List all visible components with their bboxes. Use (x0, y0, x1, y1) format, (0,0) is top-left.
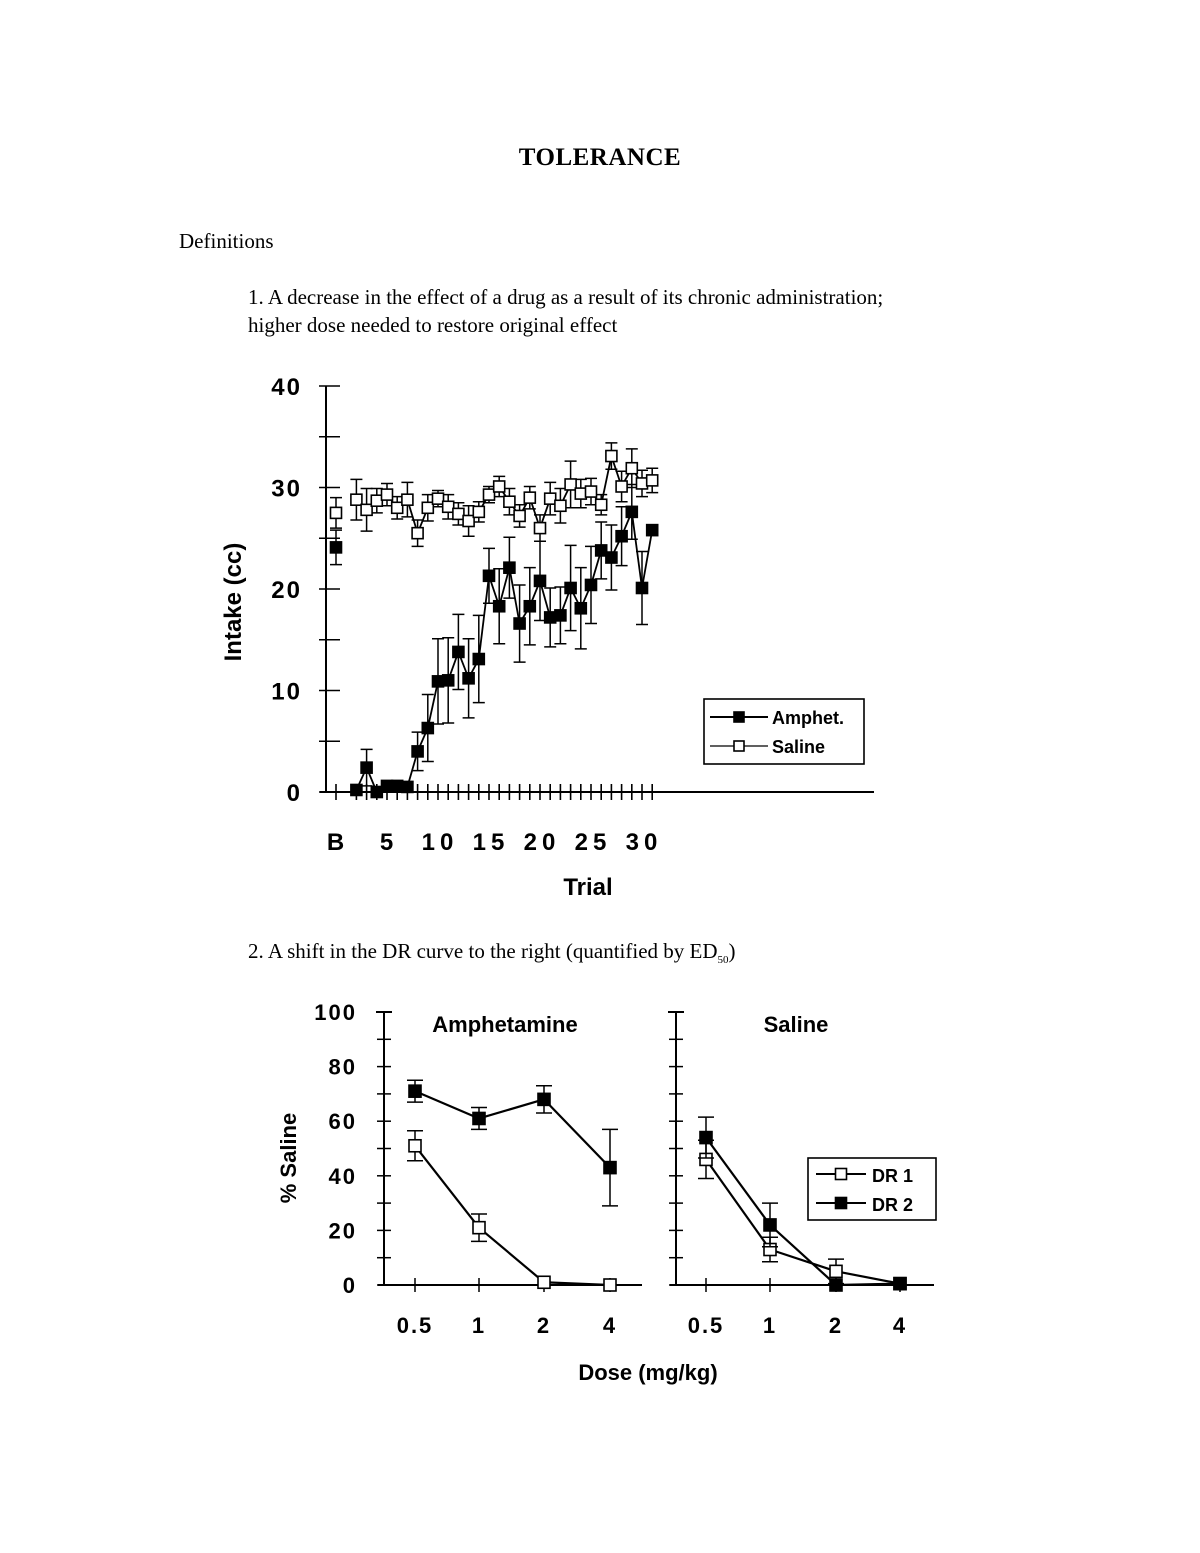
data-point (626, 506, 637, 517)
series-line-segment (544, 1099, 610, 1167)
panel-title: Amphetamine (432, 1012, 578, 1037)
data-point (604, 1279, 616, 1291)
data-point (392, 502, 403, 513)
data-point (575, 603, 586, 614)
y-tick-label: 40 (328, 1163, 357, 1189)
data-point (700, 1132, 712, 1144)
data-point (392, 780, 403, 791)
data-point (473, 654, 484, 665)
data-point (514, 618, 525, 629)
data-point (538, 1276, 550, 1288)
x-tick-label: 1 (471, 1313, 487, 1338)
series-line-segment (415, 1091, 479, 1118)
y-tick-label: 30 (271, 475, 302, 503)
data-point (565, 479, 576, 490)
data-point (484, 489, 495, 500)
data-point (545, 612, 556, 623)
data-point (409, 1140, 421, 1152)
data-point (422, 502, 433, 513)
data-point (555, 500, 566, 511)
data-point (606, 552, 617, 563)
data-point (433, 676, 444, 687)
y-tick-label: 100 (314, 1000, 357, 1025)
data-point (586, 579, 597, 590)
data-point (382, 780, 393, 791)
data-point (830, 1279, 842, 1291)
data-point (535, 575, 546, 586)
series-line-segment (836, 1284, 900, 1285)
x-tick-label: 0.5 (396, 1313, 434, 1338)
series-line-segment (706, 1138, 770, 1225)
series-line-segment (642, 530, 652, 588)
data-point (473, 1222, 485, 1234)
x-tick-label: B (326, 829, 350, 856)
data-point (351, 494, 362, 505)
data-point (586, 486, 597, 497)
series-line-segment (479, 1099, 544, 1118)
data-point (409, 1085, 421, 1097)
legend-label: DR 2 (872, 1195, 914, 1215)
data-point (647, 475, 658, 486)
series-line-segment (428, 681, 438, 728)
data-point (596, 545, 607, 556)
legend-marker (836, 1169, 847, 1180)
data-point (453, 646, 464, 657)
data-point (494, 481, 505, 492)
y-tick-label: 80 (328, 1054, 357, 1080)
definition-2 (248, 937, 1048, 974)
y-tick-label: 40 (271, 374, 302, 401)
section-heading: Definitions (179, 229, 274, 253)
x-tick-label: 4 (602, 1313, 618, 1338)
y-tick-label: 60 (328, 1109, 357, 1135)
data-point (616, 531, 627, 542)
data-point (371, 495, 382, 506)
data-point (484, 570, 495, 581)
data-point (565, 582, 576, 593)
definition-1-line-1: 1. A decrease in the effect of a drug as a result of its chronic administration; (248, 285, 884, 309)
trial-intake-chart (0, 360, 1200, 920)
data-point (402, 781, 413, 792)
data-point (575, 488, 586, 499)
legend-label: DR 1 (872, 1166, 914, 1186)
data-point (351, 784, 362, 795)
data-point (538, 1093, 550, 1105)
data-point (626, 463, 637, 474)
legend-label: Saline (772, 737, 826, 757)
y-tick-label: 0 (286, 780, 302, 807)
y-axis-label: % Saline (276, 1112, 301, 1204)
data-point (494, 601, 505, 612)
data-point (616, 481, 627, 492)
data-point (361, 504, 372, 515)
data-point (382, 489, 393, 500)
data-point (371, 787, 382, 798)
legend-marker (734, 741, 744, 751)
x-tick-label: 1 (762, 1313, 778, 1338)
data-point (453, 508, 464, 519)
data-point (473, 506, 484, 517)
data-point (473, 1112, 485, 1124)
series-line-segment (632, 512, 642, 588)
data-point (463, 673, 474, 684)
data-point (463, 515, 474, 526)
data-point (443, 675, 454, 686)
x-tick-label: 30 (625, 829, 663, 856)
data-point (433, 493, 444, 504)
data-point (412, 746, 423, 757)
data-point (596, 499, 607, 510)
legend-label: Amphet. (772, 708, 844, 728)
data-point (514, 510, 525, 521)
x-axis-label: Trial (563, 874, 613, 901)
definition-1 (248, 283, 1048, 339)
y-tick-label: 20 (328, 1218, 357, 1244)
x-tick-label: 25 (574, 829, 612, 856)
definition-1-line-2: higher dose needed to restore original effect (248, 313, 618, 337)
series-line-segment (770, 1250, 836, 1272)
definition-2-text: 2. A shift in the DR curve to the right (quantified by ED (248, 939, 718, 963)
data-point (443, 501, 454, 512)
definition-2-close: ) (728, 939, 736, 963)
y-tick-label: 20 (271, 577, 302, 604)
series-line-segment (479, 1228, 544, 1283)
data-point (412, 528, 423, 539)
data-point (604, 1162, 616, 1174)
y-axis-label: Intake (cc) (220, 542, 247, 662)
series-line-segment (836, 1271, 900, 1283)
series-line-segment (479, 576, 489, 659)
series-line-segment (601, 456, 611, 505)
y-tick-label: 10 (271, 678, 302, 706)
x-tick-label: 20 (523, 829, 561, 856)
data-point (830, 1265, 842, 1277)
x-tick-label: 2 (536, 1313, 552, 1338)
x-tick-label: 2 (828, 1313, 844, 1338)
data-point (504, 562, 515, 573)
data-point (331, 507, 342, 518)
x-tick-label: 4 (892, 1313, 908, 1338)
data-point (894, 1278, 906, 1290)
data-point (524, 492, 535, 503)
x-tick-label: 0.5 (687, 1313, 725, 1338)
x-tick-label: 15 (472, 829, 510, 856)
series-line-segment (706, 1159, 770, 1249)
data-point (524, 601, 535, 612)
definition-2-subscript: 50 (717, 954, 729, 967)
series-line-segment (770, 1225, 836, 1285)
legend-marker (836, 1198, 847, 1209)
page-title: TOLERANCE (518, 144, 682, 171)
data-point (331, 542, 342, 553)
data-point (606, 451, 617, 462)
data-point (361, 762, 372, 773)
x-tick-label: 10 (421, 829, 459, 856)
y-tick-label: 0 (342, 1273, 357, 1298)
x-axis-label: Dose (mg/kg) (578, 1360, 718, 1385)
data-point (402, 494, 413, 505)
legend-marker (734, 712, 744, 722)
data-point (535, 523, 546, 534)
data-point (422, 723, 433, 734)
data-point (637, 582, 648, 593)
dose-response-chart (0, 990, 1200, 1410)
data-point (637, 478, 648, 489)
x-tick-label: 5 (379, 829, 399, 856)
data-point (647, 525, 658, 536)
data-point (504, 496, 515, 507)
panel-title: Saline (763, 1012, 829, 1037)
data-point (555, 610, 566, 621)
series-line-segment (509, 568, 519, 624)
data-point (545, 493, 556, 504)
data-point (764, 1219, 776, 1231)
series-line-segment (415, 1146, 479, 1228)
